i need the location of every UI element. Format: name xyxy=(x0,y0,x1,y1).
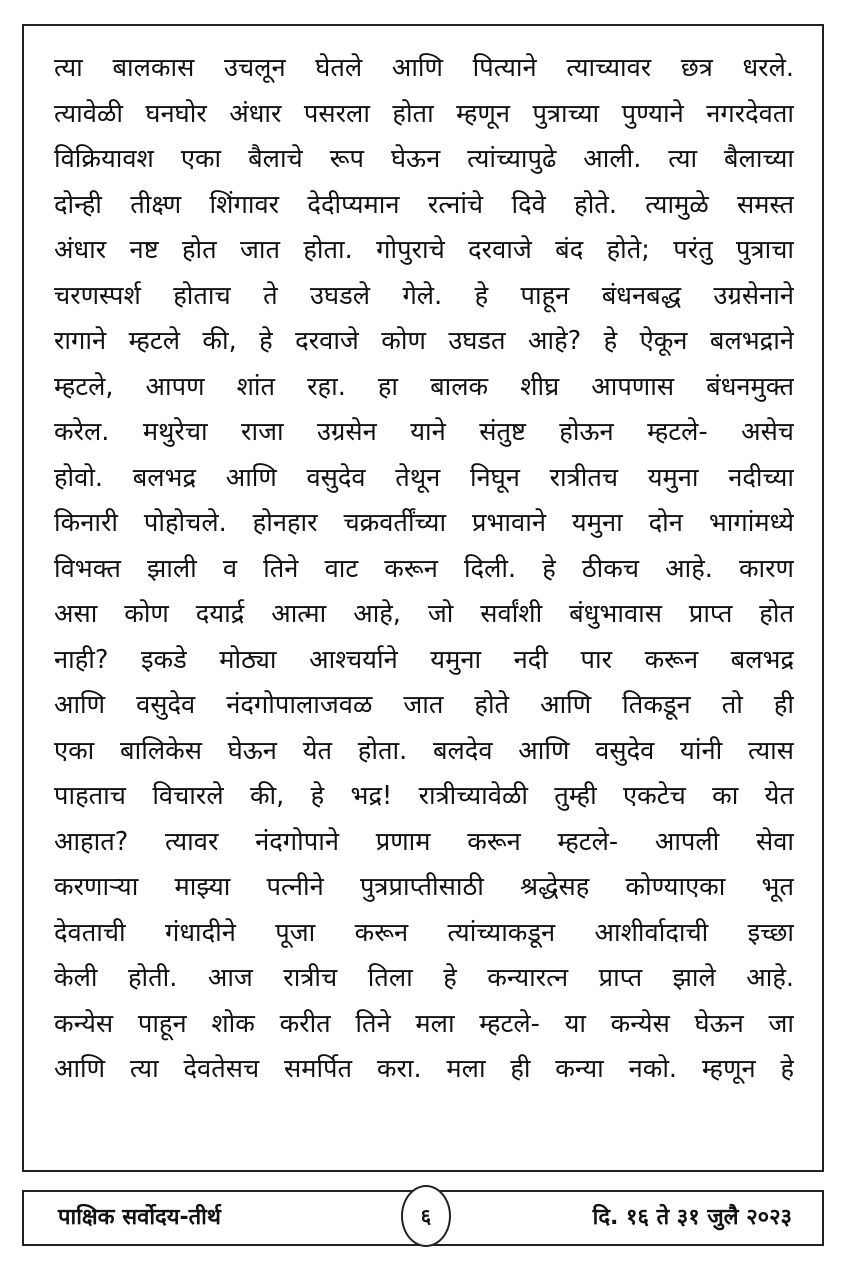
body-line: असा कोण दयार्द्र आत्मा आहे, जो सर्वांशी बंधुभावास प्राप्त होत xyxy=(54,599,794,629)
body-line: त्यावेळी घनघोर अंधार पसरला होता म्हणून पुत्राच्या पुण्याने नगरदेवता xyxy=(54,98,794,129)
body-line: आणि त्या देवतेसच समर्पित करा. मला ही कन्या नको. म्हणून हे xyxy=(54,1054,794,1084)
body-line: होवो. बलभद्र आणि वसुदेव तेथून निघून रात्रीतच यमुना नदीच्या xyxy=(54,462,794,493)
body-line: रागाने म्हटले की, हे दरवाजे कोण उघडत आहे? हे ऐकून बलभद्राने xyxy=(54,326,794,356)
body-line: एका बालिकेस घेऊन येत होता. बलदेव आणि वसुदेव यांनी त्यास xyxy=(54,735,794,766)
body-line: विभक्त झाली व तिने वाट करून दिली. हे ठीकच आहे. कारण xyxy=(54,553,794,584)
body-line: त्या बालकास उचलून घेतले आणि पित्याने त्याच्यावर छत्र धरले. xyxy=(54,53,794,83)
body-line: दोन्ही तीक्ष्ण शिंगावर देदीप्यमान रत्नांचे दिवे होते. त्यामुळे समस्त xyxy=(54,189,794,220)
body-line: म्हटले, आपण शांत रहा. हा बालक शीघ्र आपणास बंधनमुक्त xyxy=(54,371,794,402)
body-line: करणाऱ्या माझ्या पत्नीने पुत्रप्राप्तीसाठी श्रद्धेसह कोण्याएका भूत xyxy=(54,872,794,902)
publication-name: पाक्षिक सर्वोदय-तीर्थ xyxy=(58,1205,221,1230)
issue-date: दि. १६ ते ३१ जुलै २०२३ xyxy=(592,1205,792,1230)
article-content-box xyxy=(22,24,824,1172)
page-number: ६ xyxy=(401,1185,451,1247)
body-line: केली होती. आज रात्रीच तिला हे कन्यारत्न प्राप्त झाले आहे. xyxy=(54,963,794,993)
body-line: आहात? त्यावर नंदगोपाने प्रणाम करून म्हटले- आपली सेवा xyxy=(54,826,794,857)
body-line: कन्येस पाहून शोक करीत तिने मला म्हटले- या कन्येस घेऊन जा xyxy=(54,1008,794,1039)
body-line: चरणस्पर्श होताच ते उघडले गेले. हे पाहून बंधनबद्ध उग्रसेनाने xyxy=(54,280,794,311)
body-line: आणि वसुदेव नंदगोपालाजवळ जात होते आणि तिकडून तो ही xyxy=(54,690,794,720)
body-line: विक्रियावश एका बैलाचे रूप घेऊन त्यांच्यापुढे आली. त्या बैलाच्या xyxy=(54,144,794,174)
page-footer xyxy=(22,1190,824,1246)
body-line: नाही? इकडे मोठ्या आश्चर्याने यमुना नदी पार करून बलभद्र xyxy=(54,644,794,675)
body-line: किनारी पोहोचले. होनहार चक्रवर्तींच्या प्रभावाने यमुना दोन भागांमध्ये xyxy=(54,508,794,538)
body-line: करेल. मथुरेचा राजा उग्रसेन याने संतुष्ट होऊन म्हटले- असेच xyxy=(54,417,794,447)
article-body xyxy=(54,46,794,1093)
body-line: पाहताच विचारले की, हे भद्र! रात्रीच्यावेळी तुम्ही एकटेच का येत xyxy=(54,781,794,811)
body-line: अंधार नष्ट होत जात होता. गोपुराचे दरवाजे बंद होते; परंतु पुत्राचा xyxy=(54,235,794,265)
body-line: देवताची गंधादीने पूजा करून त्यांच्याकडून आशीर्वादाची इच्छा xyxy=(54,917,794,948)
